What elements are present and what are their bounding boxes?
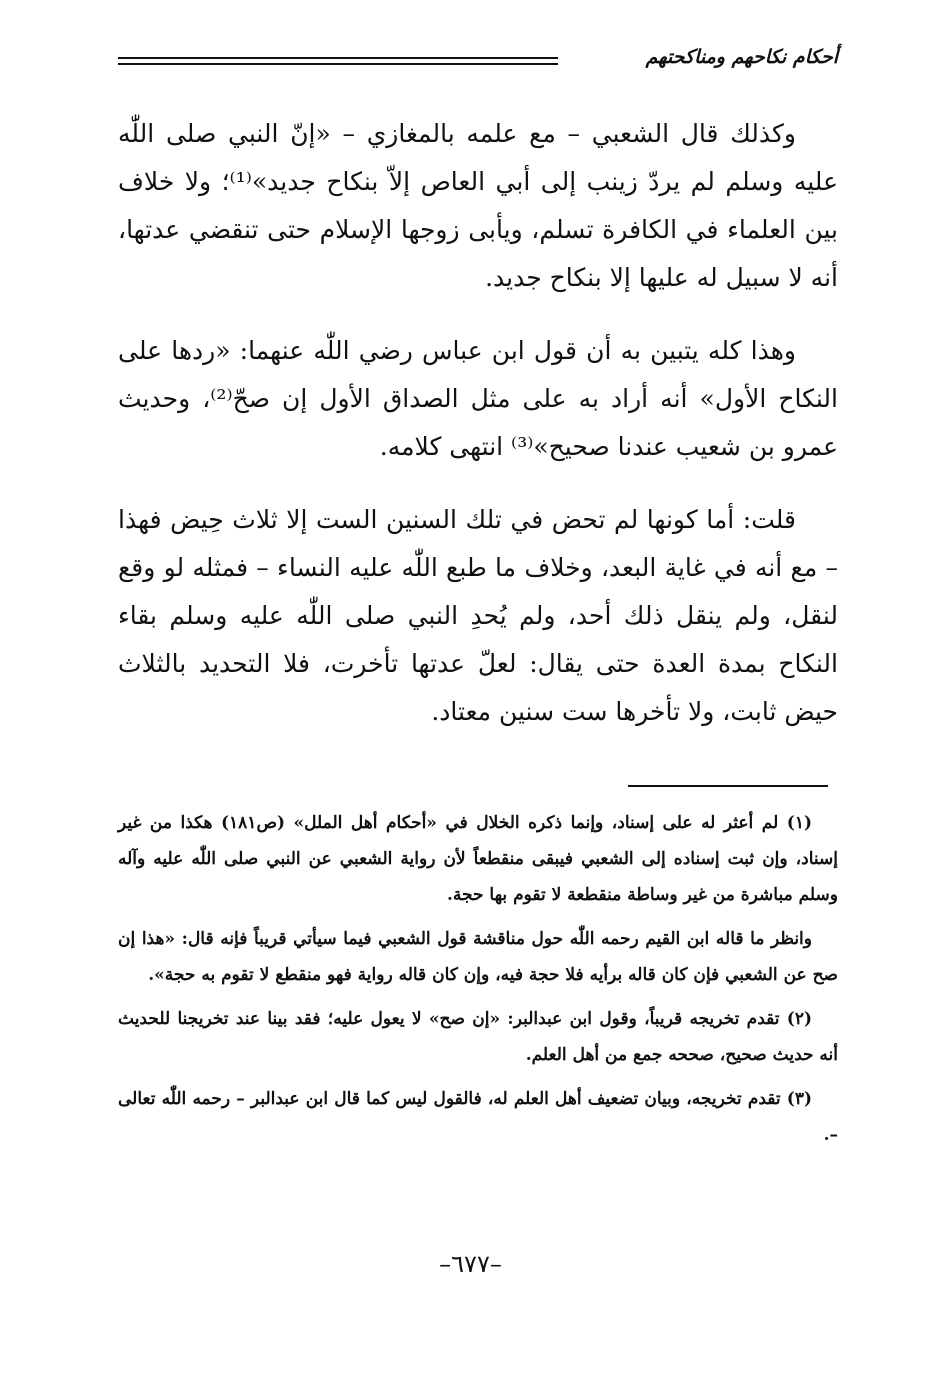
paragraph: قلت: أما كونها لم تحض في تلك السنين الست إلا ثلاث حِيض فهذا – مع أنه في غاية البعد، وخلاف ما طبع اللّٰه عليه النساء – فمثله لو وقع لنقل، ولم ينقل ذلك أحد، ولم يُحدِ النبي صلى اللّٰه عليه وسلم بقاء النكاح بمدة العدة حتى يقال: لعلّ عدتها تأخرت، فلا التحديد بالثلاث حيض ثابت، ولا تأخرها ست سنين معتاد. [118,505,838,726]
footnote: (١) لم أعثر له على إسناد، وإنما ذكره الخلال في «أحكام أهل الملل» (ص١٨١) هكذا من غير إسناد، وإن ثبت إسناده إلى الشعبي فيبقى منقطعاً لأن رواية الشعبي عن النبي صلى اللّٰه عليه وآله وسلم مباشرة من غير وساطة منقطعة لا تقوم بها حجة. [118,813,838,905]
header-title: أحكام نكاحهم ومناكحتهم [645,46,838,68]
running-header [118,44,838,74]
main-text [118,110,838,761]
footnote: (٣) تقدم تخريجه، وبيان تضعيف أهل العلم له، فالقول ليس كما قال ابن عبدالبر – رحمه اللّٰه تعالى –. [118,1089,838,1145]
footnote-separator [628,785,828,787]
page-number: –٦٧٧– [439,1250,502,1278]
footnote: (٢) تقدم تخريجه قريباً، وقول ابن عبدالبر: «إن صح» لا يعول عليه؛ فقد بينا عند تخريجنا للحديث أنه حديث صحيح، صححه جمع من أهل العلم. [118,1009,838,1065]
paragraph: وهذا كله يتبين به أن قول ابن عباس رضي اللّٰه عنهما: «ردها على النكاح الأول» أنه أراد به على مثل الصداق الأول إن صحّ⁽²⁾، وحديث عمرو بن شعيب عندنا صحيح»⁽³⁾ انتهى كلامه. [118,336,838,461]
footnote: وانظر ما قاله ابن القيم رحمه اللّٰه حول مناقشة قول الشعبي فيما سيأتي قريباً فإنه قال: «هذا إن صح عن الشعبي فإن كان قاله برأيه فلا حجة فيه، وإن كان قاله رواية فهو منقطع لا تقوم به حجة». [118,929,838,985]
footnotes [118,805,838,1153]
paragraph: وكذلك قال الشعبي – مع علمه بالمغازي – «إنّ النبي صلى اللّٰه عليه وسلم لم يردّ زينب إلى أبي العاص إلاّ بنكاح جديد»⁽¹⁾؛ ولا خلاف بين العلماء في الكافرة تسلم، ويأبى زوجها الإسلام حتى تنقضي عدتها، أنه لا سبيل له عليها إلا بنكاح جديد. [118,119,838,292]
header-rule-bottom [118,63,558,65]
header-rule-top [118,57,558,59]
